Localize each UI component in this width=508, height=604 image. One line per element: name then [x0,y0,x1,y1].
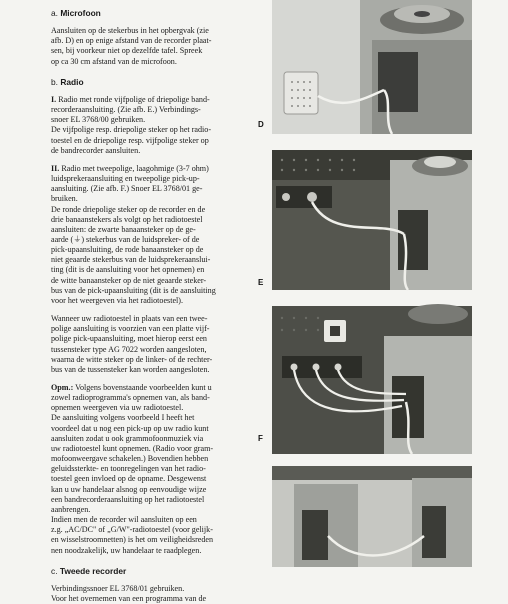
paragraph-tussensteker [51,314,265,375]
line: recorderaansluiting. (Zie afb. E.) Verbindings- [51,105,201,115]
line: de witte banaansteker op de niet geaarde steker- [51,275,207,285]
heading-title: Tweede recorder [59,565,127,576]
heading-letter: a. [51,8,58,18]
line: nen noodzakelijk, uw handelaar te raadplegen. [51,545,202,555]
line: afb. D) en op enige afstand van de recorder plaat- [51,36,212,46]
line: mofoonweergave schakelen.) Bovendien hebben [51,454,209,464]
second-recorder-illustration [272,466,472,567]
line: De ronde driepolige steker op de recorder en de [51,204,206,214]
line: en wisselstroomnetten) is het om veiligheidsreden [51,535,214,545]
photo-second-recorder [272,466,472,567]
line: Radio met tweepolige, laagohmige (3-7 ohm) [59,163,209,173]
line: sen, bij voorkeur niet op dezelfde tafel. Spreek [51,46,203,56]
note-lead: Opm.: [51,383,74,392]
line: geluidssterkte- en toonregelingen van het radio- [51,464,206,474]
line: snoer EL 3768/00 gebruiken. [51,115,146,125]
line: kan u uw handelaar alsnog op eenvoudige wijze [51,484,207,494]
line: De vijfpolige resp. driepolige steker op het radio- [51,125,212,135]
photo-e [258,150,472,290]
line: aansluiting. (Zie afb. F.) Snoer EL 3768/01 ge- [51,184,203,194]
line: opnemen weergeven via uw radiotoestel. [51,403,184,413]
line: drie banaanstekers als volgt op het radiotoestel [51,214,203,224]
line: bruiken. [51,194,78,204]
paragraph-radio-II [51,164,265,306]
photo-d [258,0,472,134]
line: waarna de witte steker op de linker- of de rechter- [51,354,213,364]
line: Indien men de recorder wil aansluiten op een [51,515,197,525]
roman-numeral: I. [51,94,57,104]
line: de bandrecorder aansluiten. [51,145,141,155]
heading-letter: b. [51,76,58,87]
line: pick-upaansluiting, de rode banaansteker op de [51,245,204,255]
line: zowel radioprogramma's opnemen van, als band- [51,393,210,403]
section-heading-microfoon [51,8,265,18]
figure-letter: F [258,434,263,443]
line: toestel en de driepolige resp. vijfpolige steker op [51,135,209,145]
paragraph-opmerking [51,383,265,556]
figure-letter: E [258,278,264,287]
section-heading-tweede-recorder [51,566,265,576]
line: aansluiten zodat u ook grammofoonmuziek via [51,433,204,443]
recorder-microphone-illustration [272,0,472,134]
line: uw radiotoestel kunt opnemen. (Radio voor gram- [51,443,214,453]
line: voordeel dat u nog een pick-up op uw radio kunt [51,423,209,433]
line: aanbrengen. [51,504,91,514]
line: Radio met ronde vijfpolige of driepolige band- [56,94,210,104]
line: een bandrecorderaansluiting op het radiotoestel [51,494,205,504]
line: Verbindingssnoer EL 3768/01 gebruiken. [51,583,185,593]
line: op ca 30 cm afstand van de microfoon. [51,56,177,66]
line: luidsprekeraansluiting en tweepolige pick-up- [51,174,200,184]
line: tussensteker type AG 7022 worden aangesloten, [51,344,207,354]
line: aansluiten: de zwarte banaansteker op de ge- [51,224,196,234]
line: De aansluiting volgens voorbeeld I heeft het [51,413,195,423]
photo-f [258,306,472,454]
heading-letter: c. [51,565,58,576]
line: bus van de pick-upaansluiting (dit is de aansluiting [51,285,216,295]
text-column [51,8,265,604]
paragraph-radio-I [51,95,265,156]
line: z.g. „AC/DC" of „G/W"-radiotoestel (voor gelijk- [51,525,213,535]
line: toestel geen invloed op de opname. Desgewenst [51,474,207,484]
heading-title: Microfoon [60,8,101,18]
radio-connector-illustration [272,150,472,290]
line: Aansluiten op de stekerbus in het opbergvak (zie [51,26,209,36]
roman-numeral: II. [51,163,60,173]
line: polige pick-upaansluiting, moet hierop eerst een [51,334,207,344]
line: polige aansluiting is voorzien van een platte vijf- [51,324,210,334]
line: voor het weergeven via het radiotoestel). [51,295,183,305]
section-heading-radio [51,77,265,87]
line: bus van de tussensteker kan worden aangesloten. [51,364,210,374]
heading-title: Radio [60,76,84,87]
banana-plugs-illustration [272,306,472,454]
figure-letter: D [258,120,264,129]
paragraph-microfoon [51,26,265,67]
line: Voor het overnemen van een programma van de [51,593,207,603]
line: Volgens bovenstaande voorbeelden kunt u [73,383,212,392]
paragraph-tweede-recorder [51,584,265,604]
line: niet geaarde stekerbus van de luidsprekeraanslui- [51,255,211,265]
line: aarde (⏚) stekerbus van de luidspreker- of de [51,234,200,244]
line: ting (dit is de aansluiting voor het opnemen) en [51,265,205,275]
line: Wanneer uw radiotoestel in plaats van een twee- [51,314,208,324]
